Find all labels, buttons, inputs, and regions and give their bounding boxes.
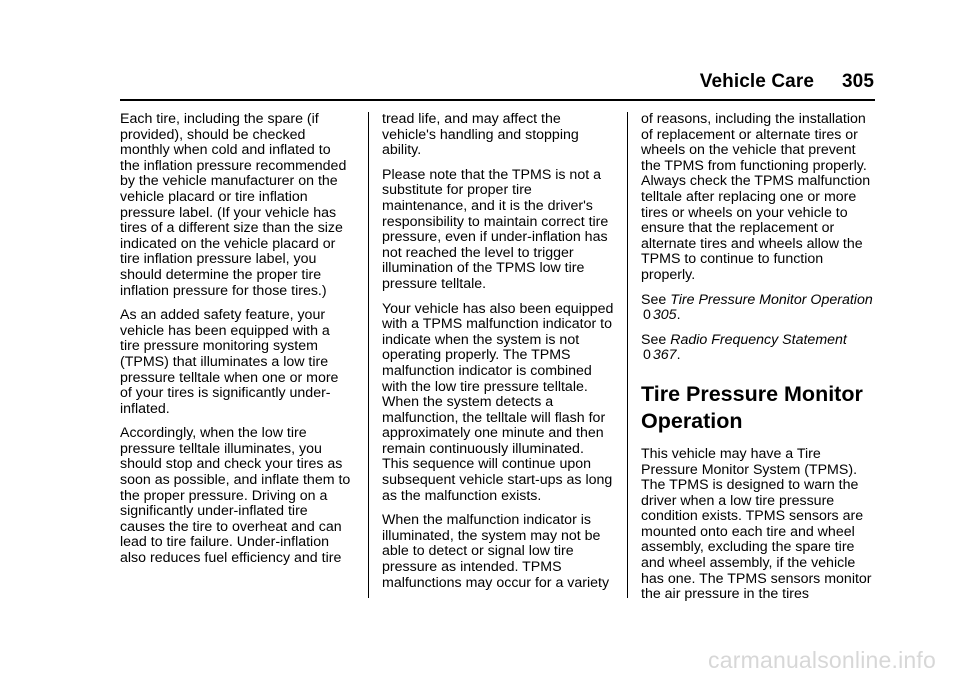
paragraph: tread life, and may affect the vehicle's handling and stopping ability. bbox=[382, 111, 579, 159]
header-rule bbox=[120, 99, 875, 101]
paragraph: When the malfunction indicator is illuminated, the system may not be able to detect or signal low tire pressure as intended. TPMS malfunctions may occur for a variety bbox=[382, 512, 610, 591]
paragraph: Accordingly, when the low tire pressure telltale illuminates, you should stop and check your tires as soon as possible, and inflate them to the proper pressure. Driving on a significantly under-inflated tire causes the tire to overheat and can lead to tire failure. Under-inflation also reduces fuel efficiency and tire bbox=[120, 425, 351, 567]
column-2 bbox=[382, 112, 614, 600]
paragraph: This vehicle may have a Tire Pressure Monitor System (TPMS). The TPMS is designed to warn the driver when a low tire pressure condition exists. TPMS sensors are mounted onto each tire and wheel assembly, excluding the spare tire and wheel assembly, if the vehicle has one. The TPMS sensors monitor the air pressure in the tires bbox=[641, 445, 872, 603]
page-arrow-icon: 0 bbox=[643, 307, 651, 324]
paragraph: As an added safety feature, your vehicle has been equipped with a tire pressure monitoring system (TPMS) that illuminates a low tire pressure telltale when one or more of your tires is significantly under-inflated. bbox=[120, 307, 339, 417]
paragraph: Please note that the TPMS is not a substitute for proper tire maintenance, and it is the driver's responsibility to maintain correct tire pressure, even if under-inflation has not reached the level to trigger illumination of the TPMS low tire pressure telltale. bbox=[382, 166, 609, 292]
section-heading: Tire Pressure Monitor Operation bbox=[641, 381, 863, 433]
column-1 bbox=[120, 112, 352, 576]
see-prefix: See bbox=[641, 331, 667, 348]
column-divider-2 bbox=[627, 112, 628, 598]
section-title: Vehicle Care bbox=[699, 71, 814, 92]
cross-reference-link[interactable]: Radio Frequency Statement bbox=[670, 331, 847, 348]
see-prefix: See bbox=[641, 291, 667, 308]
page-arrow-icon: 0 bbox=[643, 347, 651, 364]
column-3 bbox=[641, 112, 877, 612]
cross-reference-page[interactable]: 367 bbox=[652, 347, 677, 364]
paragraph: Your vehicle has also been equipped with a TPMS malfunction indicator to indicate when the system is not operating properly. The TPMS malfunction indicator is combined with the low tire pressure telltale. When the system detects a malfunction, the telltale will flash for approximately one minute and then remain continuously illuminated. This sequence will continue upon subsequent vehicle start-ups as long as the malfunction exists. bbox=[382, 300, 614, 504]
paragraph: Each tire, including the spare (if provided), should be checked monthly when cold and inflated to the inflation pressure recommended by the vehicle manufacturer on the vehicle placard or tire inflation pressure label. (If your vehicle has tires of a different size than the size indicated on the vehicle placard or tire inflation pressure label, you should determine the proper tire inflation pressure for those tires.) bbox=[120, 111, 347, 299]
cross-reference-page[interactable]: 305 bbox=[652, 307, 677, 324]
page-header bbox=[700, 71, 874, 93]
paragraph: of reasons, including the installation of replacement or alternate tires or wheels on the vehicle that prevent the TPMS from functioning properly. Always check the TPMS malfunction telltale after replacing one or more tires or wheels on your vehicle to ensure that the replacement or alternate tires and wheels allow the TPMS to continue to function properly. bbox=[641, 111, 871, 283]
watermark: carmanualsonline.info bbox=[708, 647, 936, 673]
reference-end: . bbox=[676, 347, 681, 364]
reference-end: . bbox=[676, 307, 681, 324]
cross-reference-link[interactable]: Tire Pressure Monitor Operation bbox=[670, 291, 873, 308]
cross-reference bbox=[641, 293, 877, 324]
column-divider-1 bbox=[368, 112, 369, 598]
cross-reference bbox=[641, 333, 877, 364]
page-number: 305 bbox=[841, 71, 874, 92]
